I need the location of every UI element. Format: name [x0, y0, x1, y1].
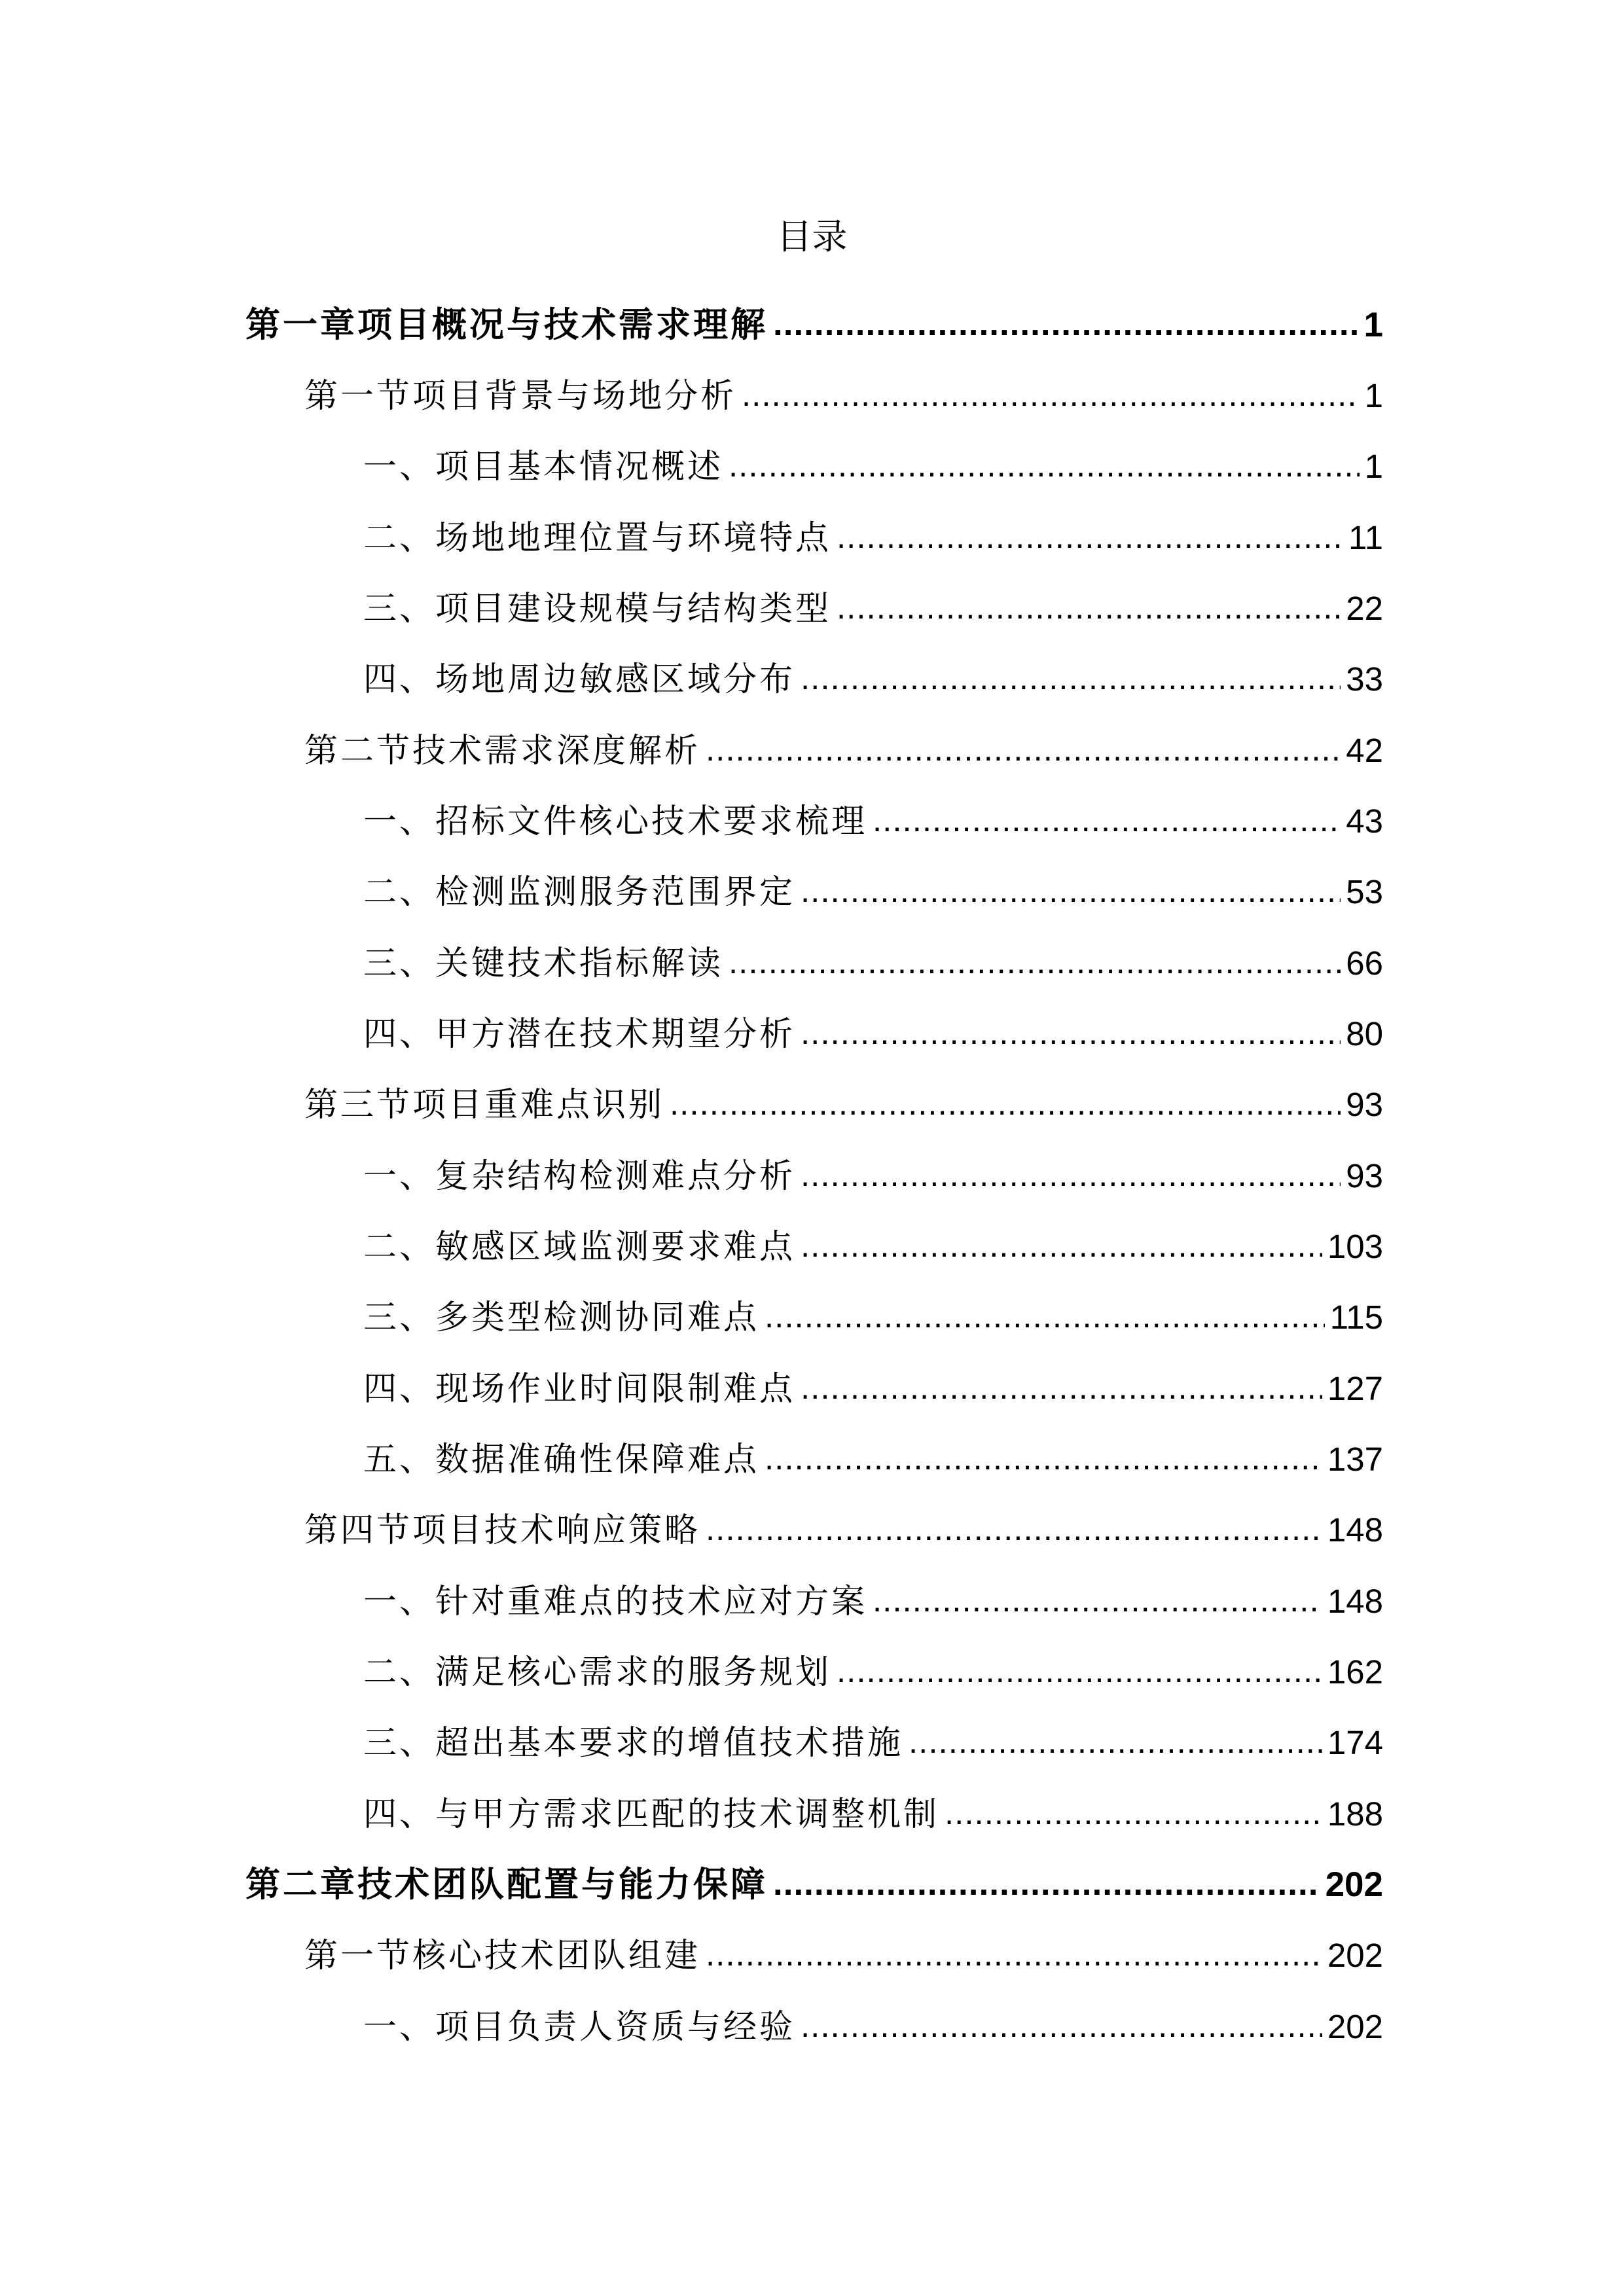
- toc-entry-label: 一、复杂结构检测难点分析: [363, 1157, 796, 1196]
- toc-entry-section[interactable]: [304, 367, 1383, 425]
- toc-entry-subsection[interactable]: [363, 1359, 1383, 1418]
- toc-entry-subsection[interactable]: [363, 1572, 1383, 1631]
- toc-entry-label: 第二章技术团队配置与能力保障: [245, 1865, 768, 1905]
- toc-dot-leader: [837, 1641, 1322, 1700]
- toc-dot-leader: [670, 1074, 1341, 1133]
- toc-dot-leader: [729, 436, 1360, 495]
- toc-entry-subsection[interactable]: [363, 1998, 1383, 2056]
- toc-entry-label: 一、项目基本情况概述: [363, 448, 724, 486]
- toc-entry-page: 137: [1327, 1441, 1383, 1478]
- toc-entry-page: 80: [1346, 1015, 1383, 1052]
- toc-entry-label: 三、关键技术指标解读: [363, 944, 724, 983]
- toc-dot-leader: [909, 1712, 1322, 1771]
- toc-dot-leader: [801, 1216, 1322, 1275]
- toc-entry-subsection[interactable]: [363, 1147, 1383, 1206]
- toc-entry-section[interactable]: [304, 1501, 1383, 1560]
- toc-entry-page: 1: [1364, 448, 1383, 485]
- toc-dot-leader: [873, 1571, 1322, 1630]
- toc-entry-label: 一、项目负责人资质与经验: [363, 2008, 796, 2047]
- toc-entry-page: 11: [1348, 519, 1383, 556]
- toc-entry-subsection[interactable]: [363, 792, 1383, 851]
- toc-entry-page: 43: [1346, 802, 1383, 840]
- toc-entry-chapter[interactable]: [245, 296, 1383, 355]
- toc-dot-leader: [706, 1925, 1322, 1984]
- toc-entry-label: 四、场地周边敏感区域分布: [363, 660, 796, 699]
- toc-dot-leader: [706, 1499, 1322, 1558]
- toc-entry-subsection[interactable]: [363, 1005, 1383, 1064]
- toc-entry-page: 93: [1346, 1157, 1383, 1194]
- toc-entry-page: 188: [1327, 1795, 1383, 1833]
- toc-dot-leader: [873, 791, 1341, 850]
- toc-entry-label: 三、多类型检测协同难点: [363, 1299, 760, 1337]
- toc-entry-label: 一、招标文件核心技术要求梳理: [363, 802, 868, 841]
- toc-entry-chapter[interactable]: [245, 1856, 1383, 1914]
- toc-dot-leader: [729, 933, 1341, 992]
- toc-entry-page: 103: [1327, 1228, 1383, 1265]
- toc-dot-leader: [801, 861, 1341, 920]
- toc-entry-label: 五、数据准确性保障难点: [363, 1441, 760, 1479]
- toc-entry-subsection[interactable]: [363, 1288, 1383, 1347]
- toc-entry-label: 四、现场作业时间限制难点: [363, 1370, 796, 1408]
- toc-dot-leader: [837, 578, 1341, 637]
- toc-entry-page: 202: [1327, 2008, 1383, 2045]
- toc-entry-page: 22: [1346, 590, 1383, 627]
- toc-dot-leader: [773, 295, 1359, 353]
- toc-entry-subsection[interactable]: [363, 650, 1383, 709]
- toc-entry-page: 66: [1346, 944, 1383, 982]
- toc-dot-leader: [801, 1996, 1322, 2055]
- toc-entry-subsection[interactable]: [363, 863, 1383, 922]
- toc-dot-leader: [945, 1784, 1322, 1842]
- toc-entry-label: 第四节项目技术响应策略: [304, 1511, 701, 1550]
- toc-entry-label: 二、场地地理位置与环境特点: [363, 519, 832, 558]
- toc-dot-leader: [801, 1145, 1341, 1204]
- toc-dot-leader: [801, 1358, 1322, 1417]
- toc-entry-section[interactable]: [304, 721, 1383, 780]
- toc-entry-section[interactable]: [304, 1926, 1383, 1985]
- toc-entry-label: 一、针对重难点的技术应对方案: [363, 1583, 868, 1621]
- toc-entry-page: 1: [1364, 377, 1383, 414]
- toc-entry-page: 202: [1325, 1865, 1383, 1904]
- toc-entry-label: 四、与甲方需求匹配的技术调整机制: [363, 1795, 940, 1834]
- toc-entry-page: 93: [1346, 1086, 1383, 1123]
- toc-entry-page: 1: [1363, 306, 1383, 344]
- toc-entry-page: 115: [1329, 1299, 1383, 1336]
- toc-entry-label: 二、检测监测服务范围界定: [363, 873, 796, 912]
- toc-entry-subsection[interactable]: [363, 579, 1383, 638]
- toc-entry-subsection[interactable]: [363, 1430, 1383, 1489]
- toc-entry-subsection[interactable]: [363, 1643, 1383, 1702]
- toc-entry-label: 三、项目建设规模与结构类型: [363, 590, 832, 628]
- toc-entry-subsection[interactable]: [363, 509, 1383, 567]
- toc-entry-subsection[interactable]: [363, 437, 1383, 496]
- toc-dot-leader: [801, 649, 1341, 708]
- toc-entry-subsection[interactable]: [363, 1785, 1383, 1844]
- toc-entry-label: 第二节技术需求深度解析: [304, 732, 701, 770]
- toc-entry-subsection[interactable]: [363, 1713, 1383, 1772]
- toc-entry-label: 二、满足核心需求的服务规划: [363, 1653, 832, 1692]
- toc-dot-leader: [801, 1003, 1341, 1062]
- toc-entry-label: 第一节核心技术团队组建: [304, 1937, 701, 1975]
- toc-entry-section[interactable]: [304, 1075, 1383, 1134]
- toc-entry-subsection[interactable]: [363, 1217, 1383, 1276]
- toc-entry-page: 162: [1327, 1653, 1383, 1691]
- toc-entry-label: 第一节项目背景与场地分析: [304, 377, 737, 416]
- toc-entry-page: 174: [1327, 1724, 1383, 1761]
- toc-title: 目录: [776, 216, 848, 257]
- toc-entry-label: 二、敏感区域监测要求难点: [363, 1228, 796, 1266]
- toc-entry-page: 127: [1327, 1370, 1383, 1407]
- toc-entry-page: 33: [1346, 660, 1383, 698]
- toc-entry-label: 四、甲方潜在技术期望分析: [363, 1015, 796, 1054]
- toc-entry-page: 53: [1346, 873, 1383, 910]
- toc-dot-leader: [837, 507, 1343, 566]
- toc-dot-leader: [765, 1429, 1322, 1488]
- toc-dot-leader: [773, 1854, 1320, 1913]
- toc-entry-label: 三、超出基本要求的增值技术措施: [363, 1724, 904, 1763]
- toc-dot-leader: [765, 1287, 1325, 1346]
- toc-entry-subsection[interactable]: [363, 934, 1383, 993]
- toc-dot-leader: [742, 365, 1360, 424]
- toc-entry-page: 42: [1346, 732, 1383, 769]
- toc-entry-label: 第三节项目重难点识别: [304, 1086, 665, 1124]
- toc-entry-page: 148: [1327, 1583, 1383, 1620]
- toc-entry-page: 202: [1327, 1937, 1383, 1974]
- toc-entry-label: 第一章项目概况与技术需求理解: [245, 305, 768, 345]
- toc-dot-leader: [706, 720, 1341, 779]
- toc-entry-page: 148: [1327, 1511, 1383, 1549]
